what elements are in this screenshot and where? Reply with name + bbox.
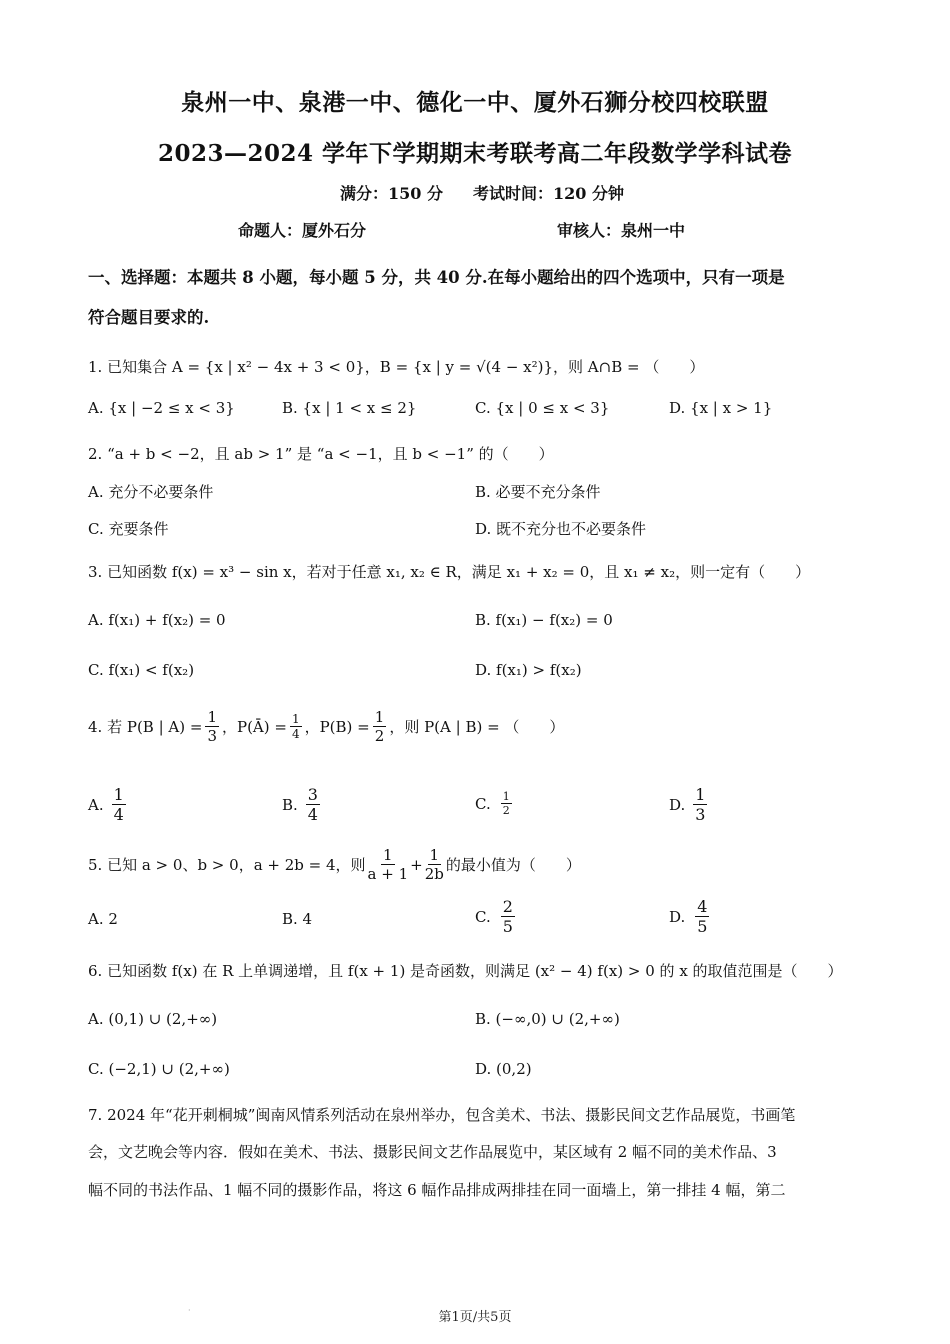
q5-frac-1: 1 a + 1 [367,846,409,883]
q3-option-d: D. f(x₁) > f(x₂) [475,661,582,679]
reviewer: 审核人：泉州一中 [557,221,686,240]
section-heading-line2: 符合题目要求的. [88,308,210,327]
q4-frac-2: $\frac{1}{4}$ [291,712,300,741]
q2-option-c: C. 充要条件 [88,520,169,538]
q4-option-d: D. 1 3 [669,785,706,824]
q3-option-a: A. f(x₁) + f(x₂) = 0 [88,611,226,629]
q2-option-d: D. 既不充分也不必要条件 [475,520,647,538]
q3-option-c: C. f(x₁) < f(x₂) [88,661,195,679]
question-7-line1: 7. 2024 年“花开刺桐城”闽南风情系列活动在泉州举办，包含美术、书法、摄影民间文艺作品展览，书画笔 [88,1106,796,1124]
q2-option-a: A. 充分不必要条件 [88,483,214,501]
scan-dot: · [188,1306,191,1315]
exam-time: 考试时间：120 分钟 [473,184,624,203]
q3-option-b: B. f(x₁) − f(x₂) = 0 [475,611,613,629]
q5-option-a: A. 2 [88,910,118,928]
q6-option-c: C. (−2,1) ∪ (2,+∞) [88,1060,230,1078]
q4-option-b: B. 3 4 [282,785,318,824]
full-score: 满分：150 分 [340,184,443,203]
q5-option-b: B. 4 [282,910,313,928]
q1-option-c: C. {x | 0 ≤ x < 3} [475,399,610,417]
q6-option-a: A. (0,1) ∪ (2,+∞) [88,1010,218,1028]
q5-frac-2: $\frac{1}{2b}$ [424,846,444,883]
section-heading-line1: 一、选择题：本题共 8 小题，每小题 5 分，共 40 分.在每小题给出的四个选项中，只有一项是 [88,268,785,287]
question-7-line2: 会，文艺晚会等内容．假如在美术、书法、摄影民间文艺作品展览中，某区域有 2 幅不同的美术作品、3 [88,1143,777,1161]
question-6-stem: 6. 已知函数 f(x) 在 R 上单调递增，且 f(x + 1) 是奇函数，则满足 (x² − 4) f(x) > 0 的 x 的取值范围是（ ） [88,962,843,980]
q5-option-d: D. 4 5 [669,897,708,936]
q1-option-a: A. {x | −2 ≤ x < 3} [88,399,235,417]
page-footer: 第1页/共5页 [438,1310,512,1325]
exam-title-line1: 泉州一中、泉港一中、德化一中、厦外石狮分校四校联盟 [181,89,769,116]
q1-option-d: D. {x | x > 1} [669,399,773,417]
q2-option-b: B. 必要不充分条件 [475,483,601,501]
question-4-stem: 4. 若 P(B | A) = $\frac{1}{3}$ ，P(Ā) = $\frac{1}{4}$ ，P(B) = $\frac{1}{2}$ ，则 P(A | B) = （ ） [88,708,565,745]
q6-option-d: D. (0,2) [475,1060,532,1078]
question-2-stem: 2. “a + b < −2，且 ab > 1” 是 “a < −1，且 b < −1” 的（ ） [88,445,554,463]
question-7-line3: 幅不同的书法作品、1 幅不同的摄影作品，将这 6 幅作品排成两排挂在同一面墙上，第一排挂 4 幅，第二 [88,1181,786,1199]
question-5-stem: 5. 已知 a > 0、b > 0，a + 2b = 4，则 1 a + 1 + $\frac{1}{2b}$ 的最小值为（ ） [88,846,581,883]
q4-frac-3: $\frac{1}{2}$ [374,708,385,745]
q4-option-c: C. 1 2 [475,790,510,817]
exam-title-line2: 2023—2024 学年下学期期末考联考高二年段数学学科试卷 [157,140,793,167]
q1-option-b: B. {x | 1 < x ≤ 2} [282,399,417,417]
author: 命题人：厦外石分 [238,221,367,240]
q5-option-c: C. 2 5 [475,897,513,936]
question-1-stem: 1. 已知集合 A = {x | x² − 4x + 3 < 0}，B = {x | y = √(4 − x²)}，则 A∩B = （ ） [88,358,705,376]
q4-option-a: A. 1 4 [88,785,124,824]
question-3-stem: 3. 已知函数 f(x) = x³ − sin x，若对于任意 x₁, x₂ ∈ R，满足 x₁ + x₂ = 0，且 x₁ ≠ x₂，则一定有（ ） [88,563,811,581]
q4-frac-1: $\frac{1}{3}$ [207,708,217,745]
q6-option-b: B. (−∞,0) ∪ (2,+∞) [475,1010,620,1028]
